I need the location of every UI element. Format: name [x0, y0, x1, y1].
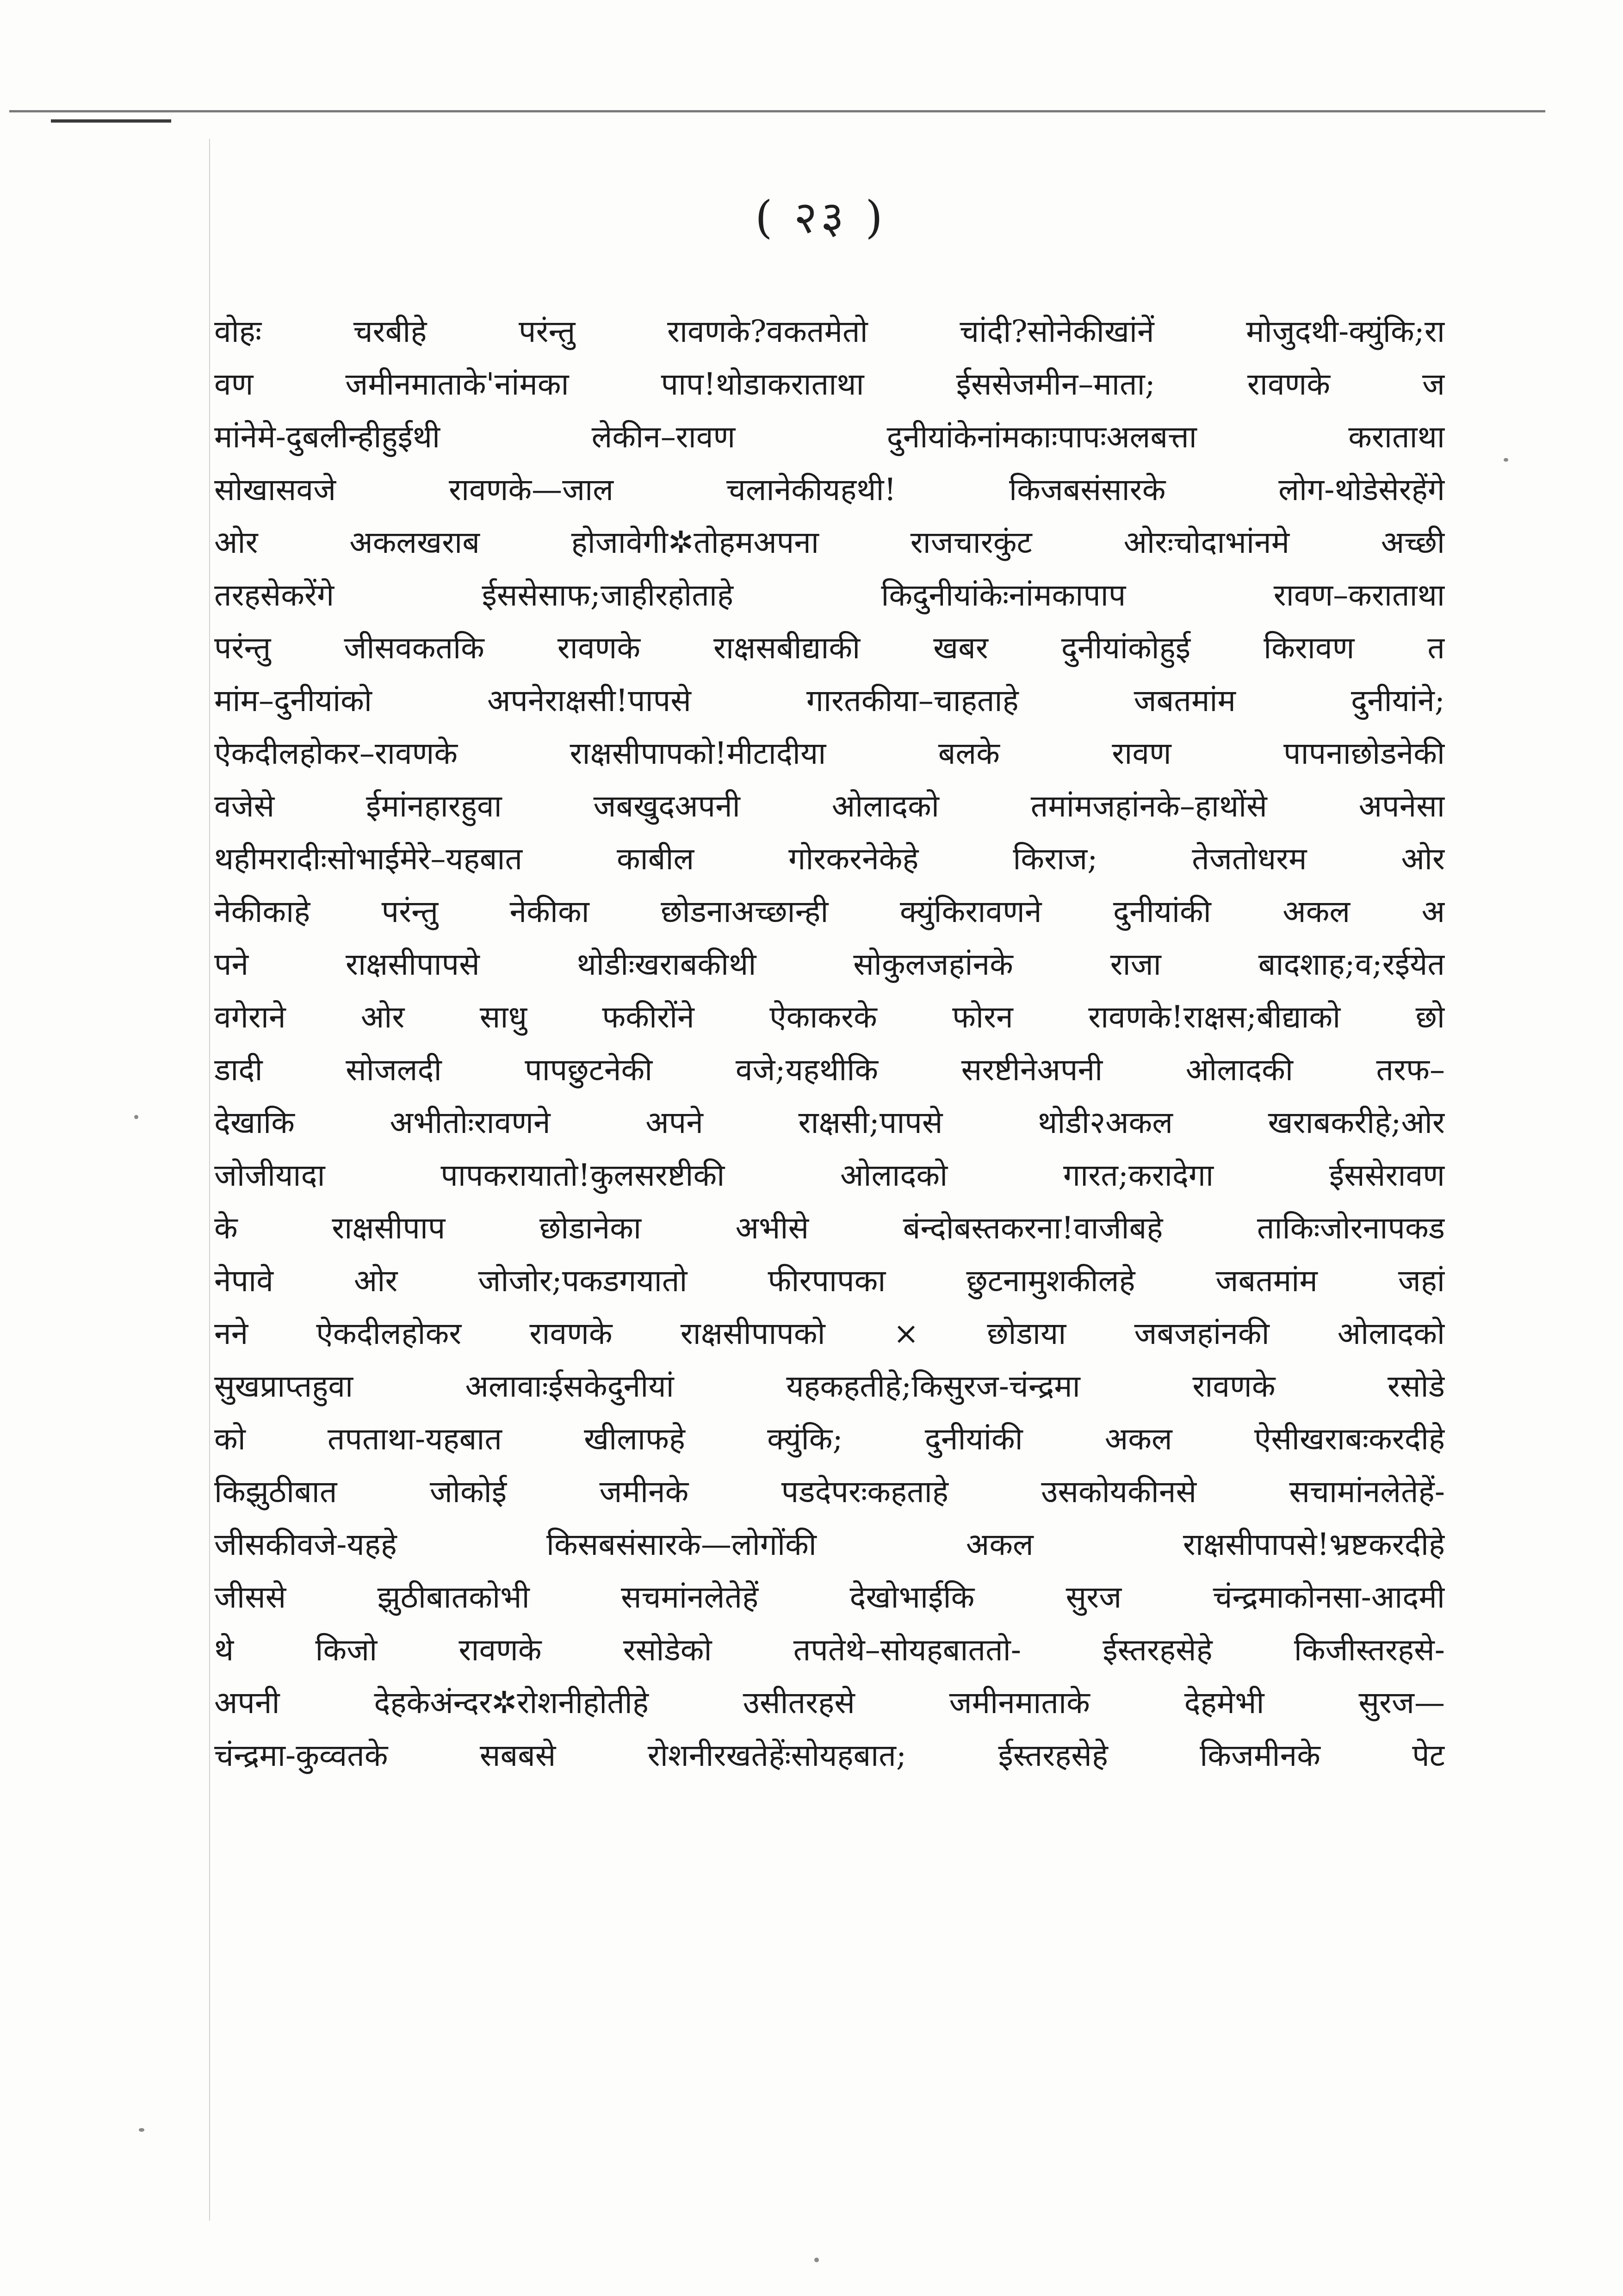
text-line: देखाकि अभीतोःरावणने अपने राक्षसी;पापसे थोडी२अकल खराबकरीहे;ओर — [214, 1105, 1445, 1140]
text-line: किझुठीबात जोकोई जमीनके पडदेपरःकहताहे उसकोयकीनसे सचामांनलेतेहें- — [214, 1474, 1445, 1510]
scan-speck — [1504, 458, 1508, 462]
text-line: के राक्षसीपाप छोडानेका अभीसे बंन्दोबस्तकरना!वाजीबहे ताकिःजोरनापकड — [214, 1210, 1445, 1246]
text-line: मांनेमे-दुबलीन्हीहुईथी लेकीन–रावण दुनीयांकेनांमकाःपापःअलबत्ता कराताथा — [214, 419, 1445, 455]
text-line: अपनी देहकेअंन्दर✲रोशनीहोतीहे उसीतरहसे जमीनमाताके देहमेभी सुरज— — [214, 1685, 1445, 1720]
scan-speck — [814, 2258, 819, 2262]
text-line: जीसकीवजे-यहहे किसबसंसारके—लोगोंकी अकल राक्षसीपापसे!भ्रष्टकरदीहे — [214, 1527, 1445, 1562]
page-number: ( २३ ) — [755, 192, 886, 243]
top-rule — [9, 110, 1545, 112]
text-line: जोजीयादा पापकरायातो!कुलसरष्टीकी ओलादको गारत;करादेगा ईससेरावण — [214, 1157, 1445, 1193]
text-line: वोहः चरबीहे परंन्तु रावणके?वकतमेतो चांदी?सोनेकीखांनें मोजुदथी-क्युंकि;रा — [214, 314, 1445, 349]
body-text — [214, 305, 1445, 1782]
margin-line — [209, 139, 210, 2221]
text-line: ओर अकलखराब होजावेगी✲तोहमअपना राजचारकुंट ओरःचोदाभांनमे अच्छी — [214, 525, 1445, 560]
text-line: सुखप्राप्तहुवा अलावाःईसकेदुनीयां यहकहतीहे;किसुरज-चंन्द्रमा रावणके रसोडे — [214, 1368, 1445, 1404]
text-line: को तपताथा-यहबात खीलाफहे क्युंकि; दुनीयांकी अकल ऐसीखराबःकरदीहे — [214, 1421, 1445, 1457]
text-line: नने ऐकदीलहोकर रावणके राक्षसीपापको × छोडाया जबजहांनकी ओलादको — [214, 1316, 1445, 1351]
text-line: जीससे झुठीबातकोभी सचमांनलेतेहें देखोभाईकि सुरज चंन्द्रमाकोनसा-आदमी — [214, 1579, 1445, 1615]
scan-speck — [134, 1115, 138, 1119]
text-line: परंन्तु जीसवकतकि रावणके राक्षसबीद्याकी खबर दुनीयांकोहुई किरावण त — [214, 630, 1445, 666]
text-line: थे किजो रावणके रसोडेको तपतेथे–सोयहबाततो- ईस्तरहसेहे किजीस्तरहसे- — [214, 1632, 1445, 1668]
text-line: मांम–दुनीयांको अपनेराक्षसी!पापसे गारतकीया–चाहताहे जबतमांम दुनीयांने; — [214, 683, 1445, 718]
text-line: वजेसे ईमांनहारहुवा जबखुदअपनी ओलादको तमांमजहांनके–हाथोंसे अपनेसा — [214, 788, 1445, 824]
text-line: वगेराने ओर साधु फकीरोंने ऐकाकरके फोरन रावणके!राक्षस;बीद्याको छो — [214, 999, 1445, 1035]
scan-speck — [139, 2128, 144, 2132]
text-line: पने राक्षसीपापसे थोडीःखराबकीथी सोकुलजहांनके राजा बादशाह;व;रईयेत — [214, 947, 1445, 982]
text-line: वण जमीनमाताके'नांमका पाप!थोडाकराताथा ईससेजमीन–माता; रावणके ज — [214, 366, 1445, 402]
text-line: थहीमरादीःसोभाईमेरे–यहबात काबील गोरकरनेकेहे किराज; तेजतोधरम ओर — [214, 841, 1445, 877]
text-line: ऐकदीलहोकर–रावणके राक्षसीपापको!मीटादीया बलके रावण पापनाछोडनेकी — [214, 736, 1445, 771]
text-line: डादी सोजलदी पापछुटनेकी वजे;यहथीकि सरष्टीनेअपनी ओलादकी तरफ– — [214, 1052, 1445, 1088]
text-line: चंन्द्रमा-कुव्वतके सबबसे रोशनीरखतेहेंःसोयहबात; ईस्तरहसेहे किजमीनके पेट — [214, 1738, 1445, 1773]
text-line: सोखासवजे रावणके—जाल चलानेकीयहथी! किजबसंसारके लोग-थोडेसेरहेंगे — [214, 472, 1445, 507]
top-rule-accent — [51, 119, 171, 123]
text-line: नेकीकाहे परंन्तु नेकीका छोडनाअच्छान्ही क्युंकिरावणने दुनीयांकी अकल अ — [214, 894, 1445, 929]
text-line: तरहसेकरेंगे ईससेसाफ;जाहीरहोताहे किदुनीयांकेःनांमकापाप रावण–कराताथा — [214, 577, 1445, 613]
text-line: नेपावे ओर जोजोर;पकडगयातो फीरपापका छुटनामुशकीलहे जबतमांम जहां — [214, 1263, 1445, 1299]
